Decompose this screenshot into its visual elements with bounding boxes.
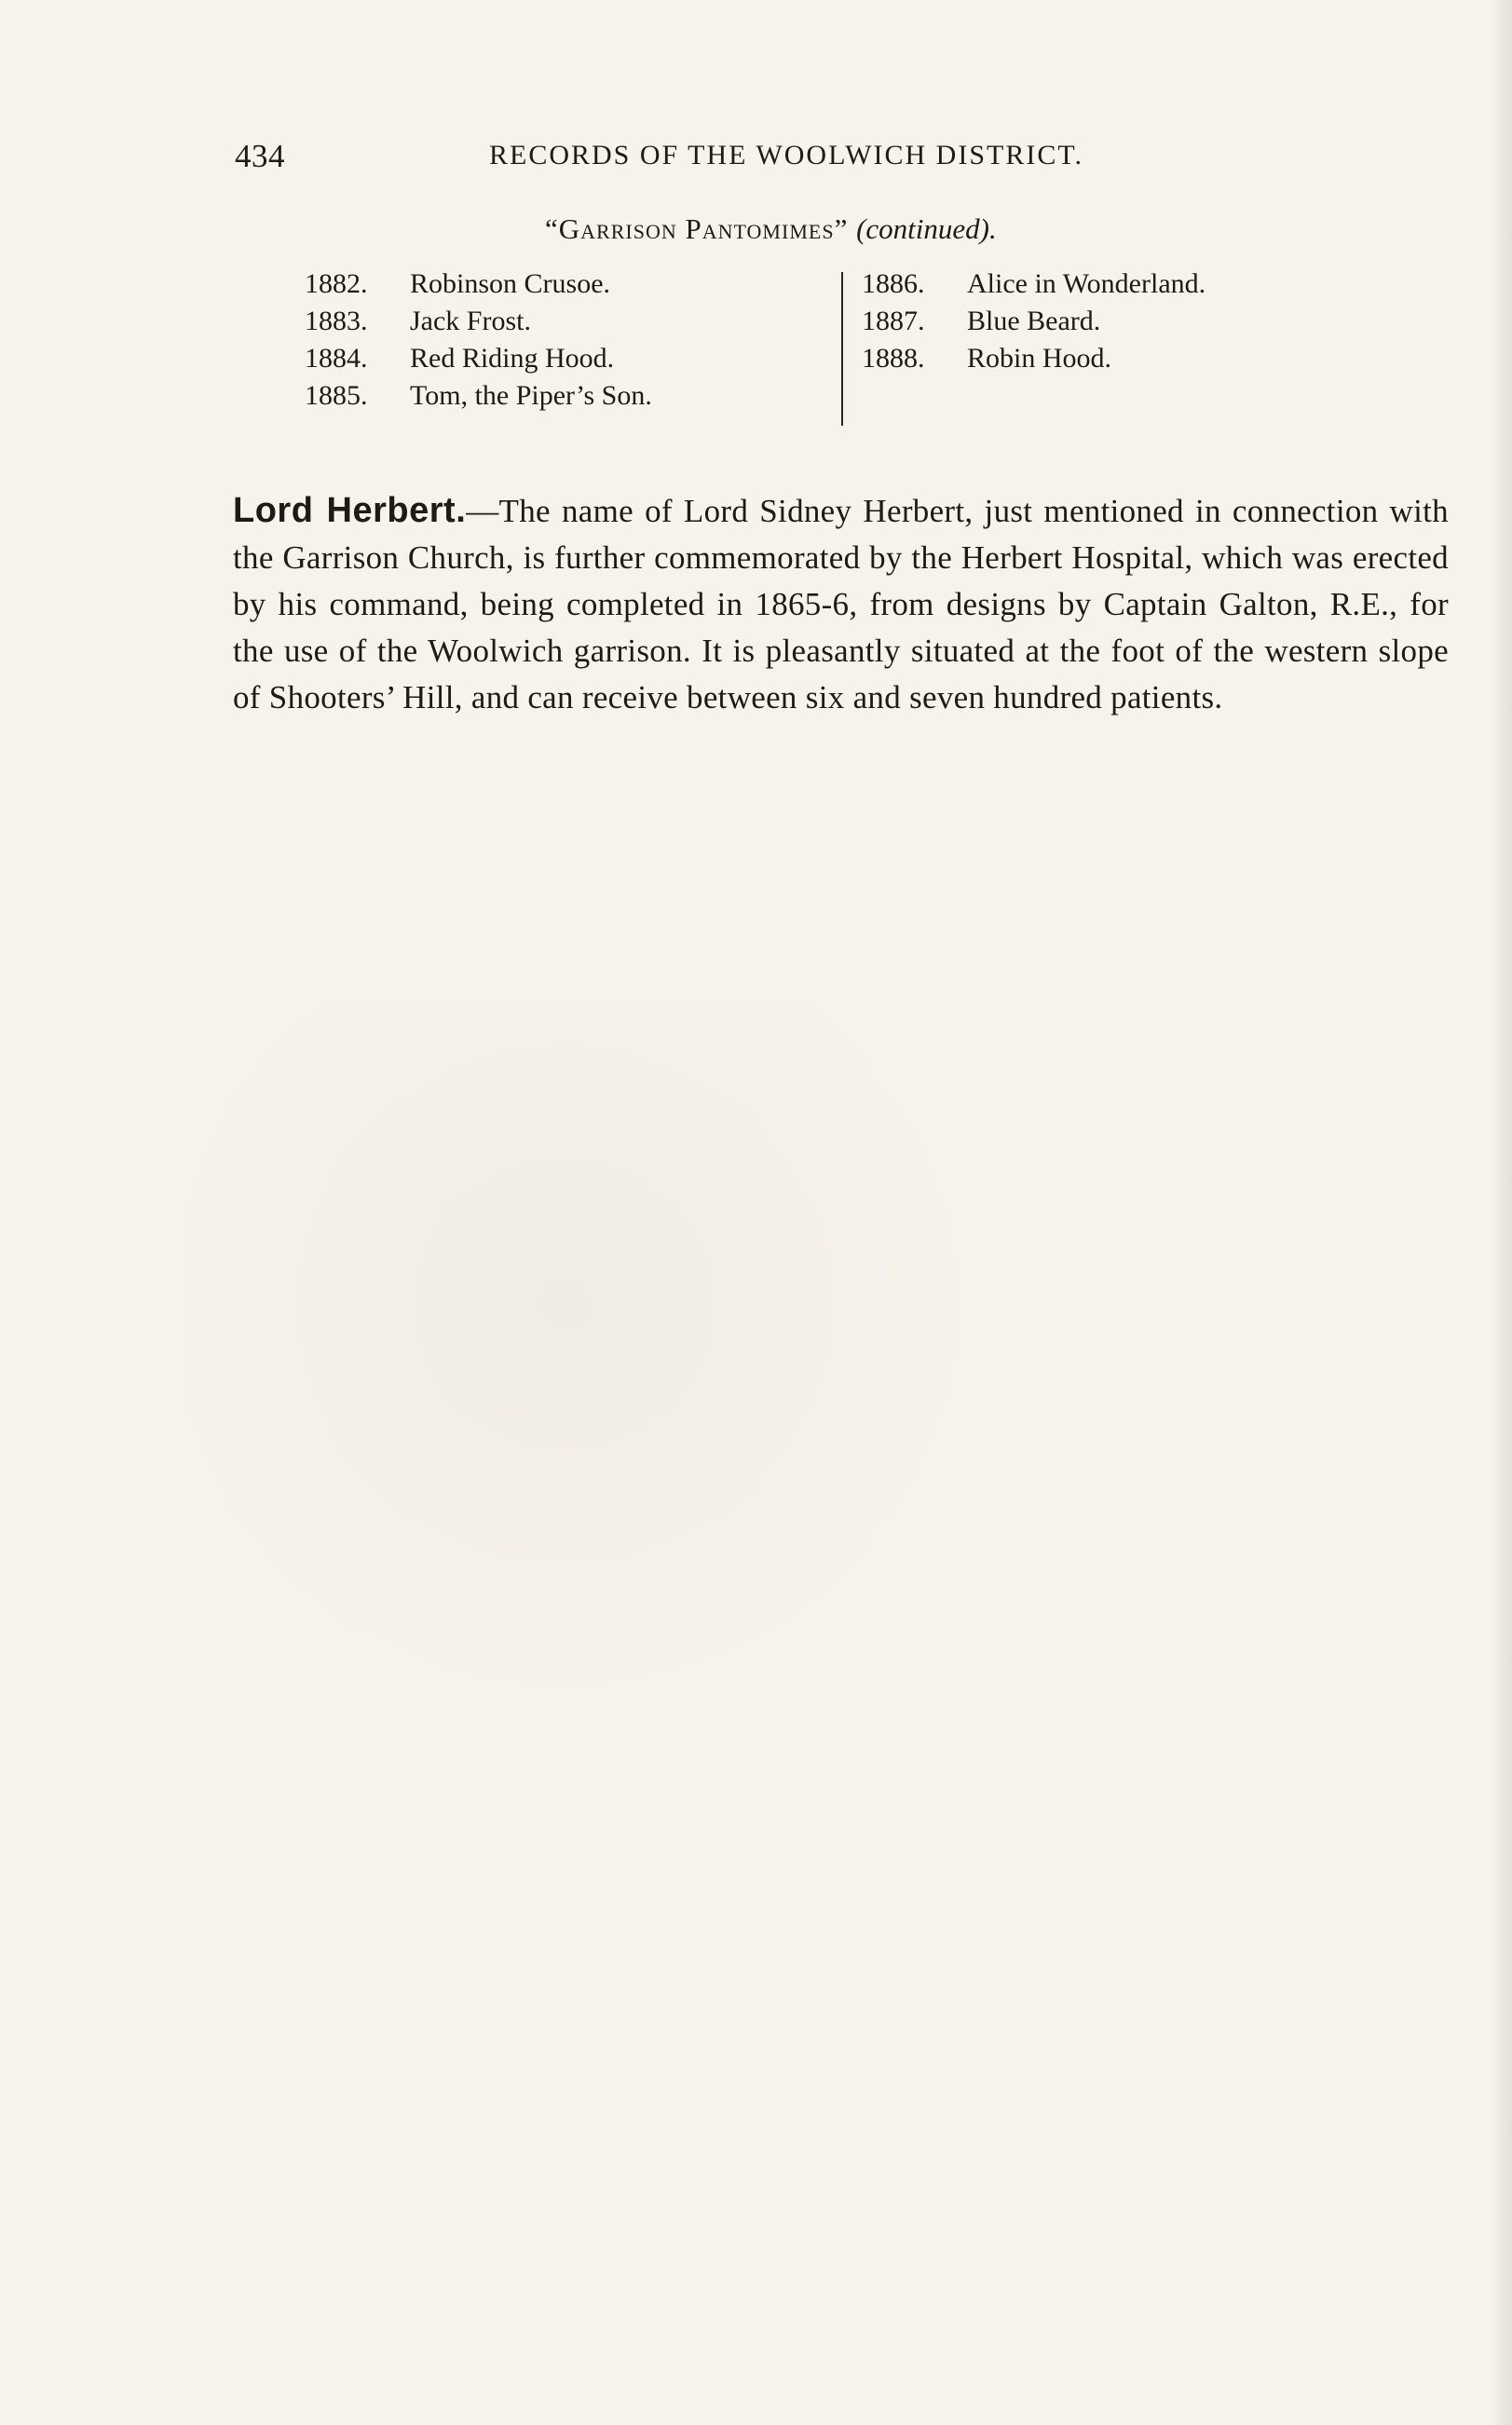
list-item-title: Red Riding Hood. bbox=[410, 343, 615, 374]
bleed-through-shadow bbox=[186, 1006, 1025, 1751]
list-item bbox=[305, 377, 826, 415]
list-item-title: Blue Beard. bbox=[967, 306, 1101, 336]
open-quote: “ bbox=[545, 212, 559, 245]
paragraph-text: —The name of Lord Sidney Herbert, just mentioned in connection with the Garrison Church, is further commemorated by the Herbert Hospital, which was erected by his command, being completed in 1865-6, from designs by Captain Galton, R.E., for the use of the Woolwich garrison. It is pleasantly situated at the foot of the western slope of Shooters’ Hill, and can receive between six and seven hundred patients. bbox=[233, 493, 1449, 715]
close-quote: ” bbox=[834, 212, 849, 245]
list-item-year: 1886. bbox=[862, 268, 925, 299]
lord-herbert-paragraph bbox=[233, 487, 1449, 721]
list-item bbox=[305, 340, 826, 377]
list-item-year: 1882. bbox=[305, 268, 368, 299]
list-item-title: Tom, the Piper’s Son. bbox=[410, 380, 652, 411]
section-title bbox=[545, 212, 997, 246]
list-item bbox=[862, 303, 1346, 340]
list-item-year: 1883. bbox=[305, 306, 368, 336]
list-item-year: 1887. bbox=[862, 306, 925, 336]
pantomime-list-left bbox=[305, 266, 826, 415]
list-item-title: Robinson Crusoe. bbox=[410, 268, 611, 299]
page-number: 434 bbox=[235, 138, 285, 174]
pantomime-list-right bbox=[862, 266, 1346, 377]
list-item bbox=[305, 303, 826, 340]
list-item-year: 1888. bbox=[862, 343, 925, 374]
list-item-year: 1885. bbox=[305, 380, 368, 411]
list-item-title: Alice in Wonderland. bbox=[967, 268, 1206, 299]
list-item bbox=[862, 340, 1346, 377]
list-item bbox=[862, 266, 1346, 303]
column-divider bbox=[841, 272, 843, 426]
list-item-title: Robin Hood. bbox=[967, 343, 1112, 374]
paragraph-heading: Lord Herbert. bbox=[233, 491, 467, 530]
page-edge-shadow bbox=[1492, 0, 1512, 2425]
list-item-title: Jack Frost. bbox=[410, 306, 531, 336]
section-title-word-2: Pantomimes bbox=[685, 212, 835, 245]
continued-label: (continued). bbox=[856, 212, 997, 245]
running-head: RECORDS OF THE WOOLWICH DISTRICT. bbox=[489, 140, 1083, 170]
section-title-word-1: Garrison bbox=[558, 212, 677, 245]
list-item bbox=[305, 266, 826, 303]
list-item-year: 1884. bbox=[305, 343, 368, 374]
